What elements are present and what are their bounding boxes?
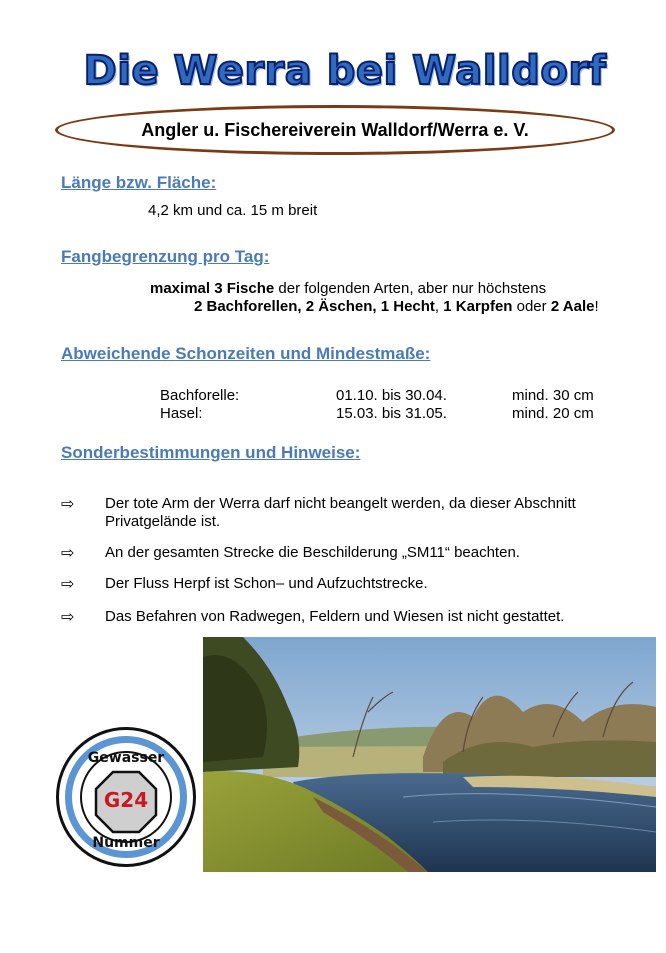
list-item: Der Fluss Herpf ist Schon– und Aufzuchtstrecke.: [105, 575, 428, 592]
water-number-badge: [56, 727, 196, 867]
length-heading: Länge bzw. Fläche:: [61, 173, 217, 192]
arrow-icon: ⇨: [61, 545, 75, 562]
closed-period: 15.03. bis 31.05.: [336, 405, 447, 422]
club-name-banner: [55, 105, 615, 155]
closed-seasons-heading: Abweichende Schonzeiten und Mindestmaße:: [61, 344, 431, 363]
catch-limit-species-c: 2 Aale: [550, 298, 595, 315]
arrow-icon: ⇨: [61, 496, 75, 513]
arrow-icon: ⇨: [61, 609, 75, 626]
catch-limit-species-a: 2 Bachforellen, 2 Äschen, 1 Hecht: [194, 298, 435, 315]
catch-limit-end: !: [594, 298, 599, 315]
page-title: Die Werra bei Walldorf: [83, 48, 607, 94]
special-rules-heading: Sonderbestimmungen und Hinweise:: [61, 443, 361, 462]
badge-top-label: Gewässer: [87, 750, 165, 766]
list-item: Der tote Arm der Werra darf nicht beangelt werden, da dieser Abschnitt Privatgelände ist.: [105, 495, 576, 530]
fish-name: Hasel:: [160, 405, 203, 422]
list-item: Das Befahren von Radwegen, Feldern und Wiesen ist nicht gestattet.: [105, 608, 565, 625]
badge-code: G24: [103, 788, 149, 812]
catch-limit-species-b: 1 Karpfen: [443, 298, 513, 315]
catch-limit-rest: der folgenden Arten, aber nur höchstens: [274, 280, 547, 297]
min-size: mind. 30 cm: [512, 387, 594, 404]
catch-limit-line2: [194, 298, 599, 316]
catch-limit-sep2: oder: [512, 298, 551, 315]
badge-bottom-label: Nummer: [92, 835, 160, 851]
club-name: Angler u. Fischereiverein Walldorf/Werra e. V.: [141, 119, 529, 140]
river-photo: [203, 637, 656, 872]
catch-limit-heading: Fangbegrenzung pro Tag:: [61, 247, 270, 266]
length-value: 4,2 km und ca. 15 m breit: [148, 202, 318, 219]
catch-limit-sep1: ,: [434, 298, 444, 315]
closed-period: 01.10. bis 30.04.: [336, 387, 447, 404]
list-item: An der gesamten Strecke die Beschilderung „SM11“ beachten.: [105, 544, 520, 561]
min-size: mind. 20 cm: [512, 405, 594, 422]
catch-limit-max: maximal 3 Fische: [150, 280, 275, 297]
arrow-icon: ⇨: [61, 576, 75, 593]
fish-name: Bachforelle:: [160, 387, 240, 404]
catch-limit-line1: [150, 280, 546, 298]
